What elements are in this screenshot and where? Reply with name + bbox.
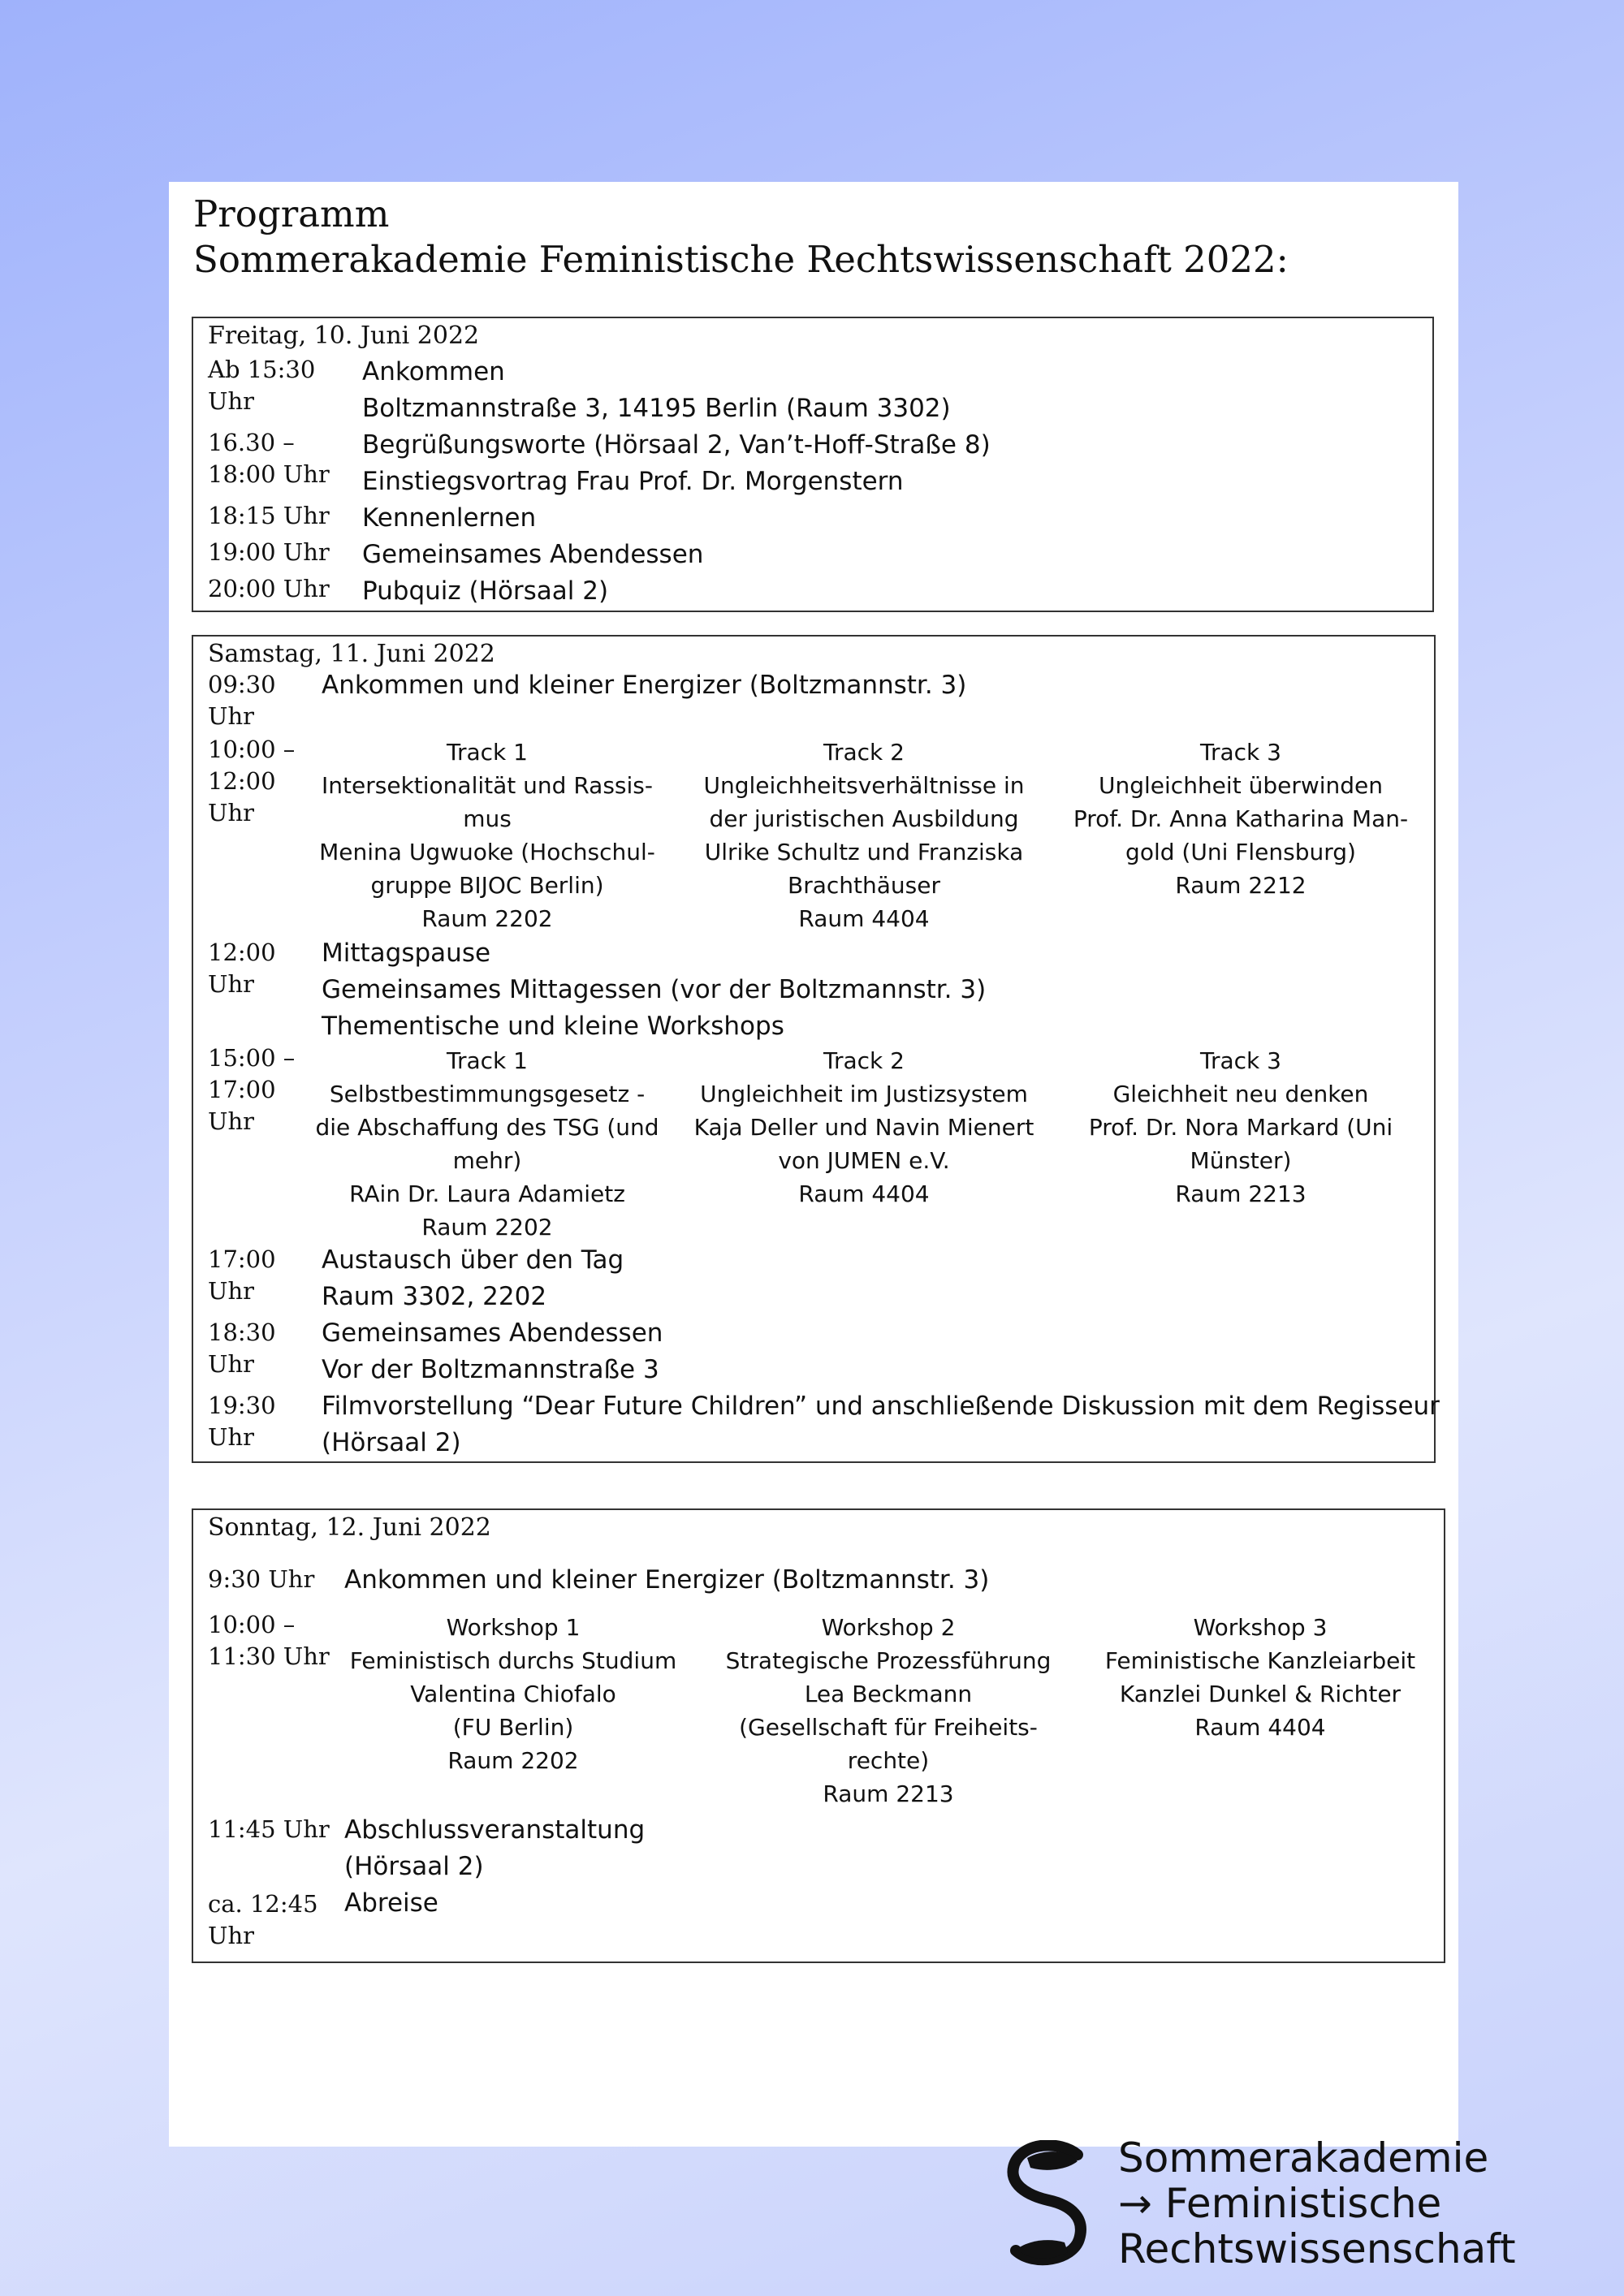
time-label: Ab 15:30: [208, 356, 316, 383]
workshop-label: Workshop 2: [821, 1614, 956, 1641]
session-speaker: Lea Beckmann: [804, 1681, 973, 1707]
time-label: 19:00 Uhr: [208, 538, 330, 566]
session-title: mus: [463, 805, 512, 832]
logo-wordmark: [1118, 2135, 1516, 2272]
event-text: Begrüßungsworte (Hörsaal 2, Van’t-Hoff-Straße 8): [362, 430, 991, 460]
track-3-session: [1062, 736, 1419, 902]
session-speaker: Prof. Dr. Nora Markard (Uni: [1088, 1114, 1393, 1141]
workshop-label: Workshop 1: [446, 1614, 581, 1641]
event-text: Thementische und kleine Workshops: [322, 1012, 784, 1041]
session-speaker: (Gesellschaft für Freiheits-: [739, 1714, 1038, 1741]
event-text: Ankommen und kleiner Energizer (Boltzmannstr. 3): [344, 1565, 990, 1595]
track-2-session: [685, 1044, 1043, 1211]
session-speaker: gold (Uni Flensburg): [1125, 839, 1356, 865]
session-title: Feministische Kanzleiarbeit: [1104, 1647, 1416, 1674]
track-label: Track 1: [447, 1047, 528, 1074]
event-text: Ankommen und kleiner Energizer (Boltzmannstr. 3): [322, 671, 967, 700]
time-label: ca. 12:45: [208, 1890, 318, 1918]
event-text: Abschlussveranstaltung: [344, 1815, 646, 1845]
session-speaker: Menina Ugwuoke (Hochschul-: [319, 839, 655, 865]
session-room: Raum 4404: [798, 905, 930, 932]
workshop-label: Workshop 3: [1193, 1614, 1328, 1641]
program-sheet: [169, 182, 1458, 2147]
page-title: [193, 192, 1289, 283]
session-speaker: rechte): [847, 1747, 930, 1774]
time-label: 19:30: [208, 1392, 276, 1419]
event-text: Mittagspause: [322, 939, 491, 968]
track-1-session: [309, 1044, 666, 1244]
time-label: Uhr: [208, 387, 254, 415]
time-label: Uhr: [208, 702, 254, 730]
event-text: Raum 3302, 2202: [322, 1282, 547, 1311]
track-2-session: [685, 736, 1043, 935]
time-label: Uhr: [208, 1423, 254, 1451]
session-speaker: Ulrike Schultz und Franziska: [704, 839, 1024, 865]
event-text: Gemeinsames Mittagessen (vor der Boltzmannstr. 3): [322, 975, 987, 1004]
session-room: Raum 2213: [823, 1780, 954, 1807]
logo-line: Sommerakademie: [1118, 2134, 1489, 2182]
session-room: Raum 2202: [447, 1747, 579, 1774]
event-text: Pubquiz (Hörsaal 2): [362, 576, 609, 606]
event-text: Abreise: [344, 1888, 438, 1918]
time-label: 18:30: [208, 1318, 276, 1346]
time-label: 10:00 –: [208, 736, 296, 763]
session-title: Ungleichheit im Justizsystem: [700, 1081, 1028, 1107]
time-label: 18:00 Uhr: [208, 460, 330, 488]
s-monogram-icon: [1003, 2140, 1092, 2270]
session-speaker: Kanzlei Dunkel & Richter: [1119, 1681, 1402, 1707]
day-heading-sunday: Sonntag, 12. Juni 2022: [208, 1513, 491, 1542]
session-room: Raum 2202: [421, 905, 553, 932]
time-label: 9:30 Uhr: [208, 1565, 315, 1593]
time-label: 11:45 Uhr: [208, 1815, 330, 1843]
friday-schedule: [192, 317, 1434, 612]
title-line-1: Programm: [193, 192, 390, 235]
time-label: Uhr: [208, 1277, 254, 1305]
session-title: der juristischen Ausbildung: [709, 805, 1019, 832]
event-text: (Hörsaal 2): [322, 1428, 461, 1457]
session-title: Selbstbestimmungsgesetz -: [329, 1081, 646, 1107]
session-speaker: Kaja Deller und Navin Mienert: [693, 1114, 1034, 1141]
event-text: Gemeinsames Abendessen: [362, 540, 704, 569]
event-text: (Hörsaal 2): [344, 1852, 484, 1881]
sunday-schedule: [192, 1508, 1445, 1963]
session-title: die Abschaffung des TSG (und: [315, 1114, 659, 1141]
event-text: Boltzmannstraße 3, 14195 Berlin (Raum 3302): [362, 394, 951, 423]
session-room: Raum 2202: [421, 1214, 553, 1241]
time-label: Uhr: [208, 799, 254, 826]
session-speaker: von JUMEN e.V.: [778, 1147, 950, 1174]
workshop-3-session: [1082, 1611, 1439, 1744]
logo-line: → Feministische: [1118, 2180, 1442, 2227]
time-label: 12:00: [208, 939, 276, 966]
track-3-session: [1062, 1044, 1419, 1211]
event-text: Ankommen: [362, 357, 505, 386]
logo-line: Rechtswissenschaft: [1118, 2225, 1516, 2272]
session-speaker: (FU Berlin): [452, 1714, 574, 1741]
time-label: 10:00 –: [208, 1611, 296, 1638]
track-label: Track 1: [447, 739, 528, 766]
session-speaker: Münster): [1190, 1147, 1292, 1174]
time-label: 17:00: [208, 1076, 276, 1103]
session-speaker: Brachthäuser: [788, 872, 940, 899]
track-label: Track 3: [1200, 739, 1281, 766]
event-text: Filmvorstellung “Dear Future Children” und anschließende Diskussion mit dem Regisseur: [322, 1392, 1440, 1421]
workshop-2-session: [710, 1611, 1067, 1810]
time-label: Uhr: [208, 1350, 254, 1378]
time-label: 11:30 Uhr: [208, 1642, 330, 1670]
session-room: Raum 4404: [798, 1180, 930, 1207]
session-speaker: Prof. Dr. Anna Katharina Man-: [1073, 805, 1409, 832]
time-label: 12:00: [208, 767, 276, 795]
session-title: Ungleichheit überwinden: [1099, 772, 1383, 799]
session-speaker: RAin Dr. Laura Adamietz: [349, 1180, 625, 1207]
time-label: 18:15 Uhr: [208, 502, 330, 529]
day-heading-friday: Freitag, 10. Juni 2022: [208, 322, 480, 350]
time-label: 09:30: [208, 671, 276, 698]
event-text: Kennenlernen: [362, 503, 537, 533]
event-text: Einstiegsvortrag Frau Prof. Dr. Morgenstern: [362, 467, 904, 496]
time-label: 20:00 Uhr: [208, 575, 330, 602]
time-label: 15:00 –: [208, 1044, 296, 1072]
track-label: Track 2: [823, 1047, 905, 1074]
session-title: Strategische Prozessführung: [725, 1647, 1052, 1674]
session-room: Raum 2213: [1175, 1180, 1307, 1207]
track-1-session: [309, 736, 666, 935]
session-speaker: gruppe BIJOC Berlin): [370, 872, 604, 899]
workshop-1-session: [335, 1611, 692, 1777]
event-text: Austausch über den Tag: [322, 1245, 624, 1275]
session-room: Raum 2212: [1175, 872, 1307, 899]
session-title: Gleichheit neu denken: [1112, 1081, 1369, 1107]
session-title: Feministisch durchs Studium: [349, 1647, 677, 1674]
session-title: mehr): [452, 1147, 522, 1174]
time-label: 17:00: [208, 1245, 276, 1273]
time-label: 16.30 –: [208, 429, 295, 456]
saturday-schedule: [192, 635, 1440, 1463]
time-label: Uhr: [208, 1922, 254, 1949]
session-speaker: Valentina Chiofalo: [410, 1681, 616, 1707]
time-label: Uhr: [208, 1107, 254, 1135]
event-text: Gemeinsames Abendessen: [322, 1318, 663, 1348]
session-room: Raum 4404: [1194, 1714, 1326, 1741]
event-text: Vor der Boltzmannstraße 3: [322, 1355, 659, 1384]
title-line-2: Sommerakademie Feministische Rechtswissenschaft 2022:: [193, 238, 1289, 281]
session-title: Ungleichheitsverhältnisse in: [703, 772, 1025, 799]
sommerakademie-logo: [1003, 2135, 1587, 2277]
day-heading-saturday: Samstag, 11. Juni 2022: [208, 640, 495, 668]
track-label: Track 3: [1200, 1047, 1281, 1074]
session-title: Intersektionalität und Rassis-: [322, 772, 653, 799]
track-label: Track 2: [823, 739, 905, 766]
time-label: Uhr: [208, 970, 254, 998]
